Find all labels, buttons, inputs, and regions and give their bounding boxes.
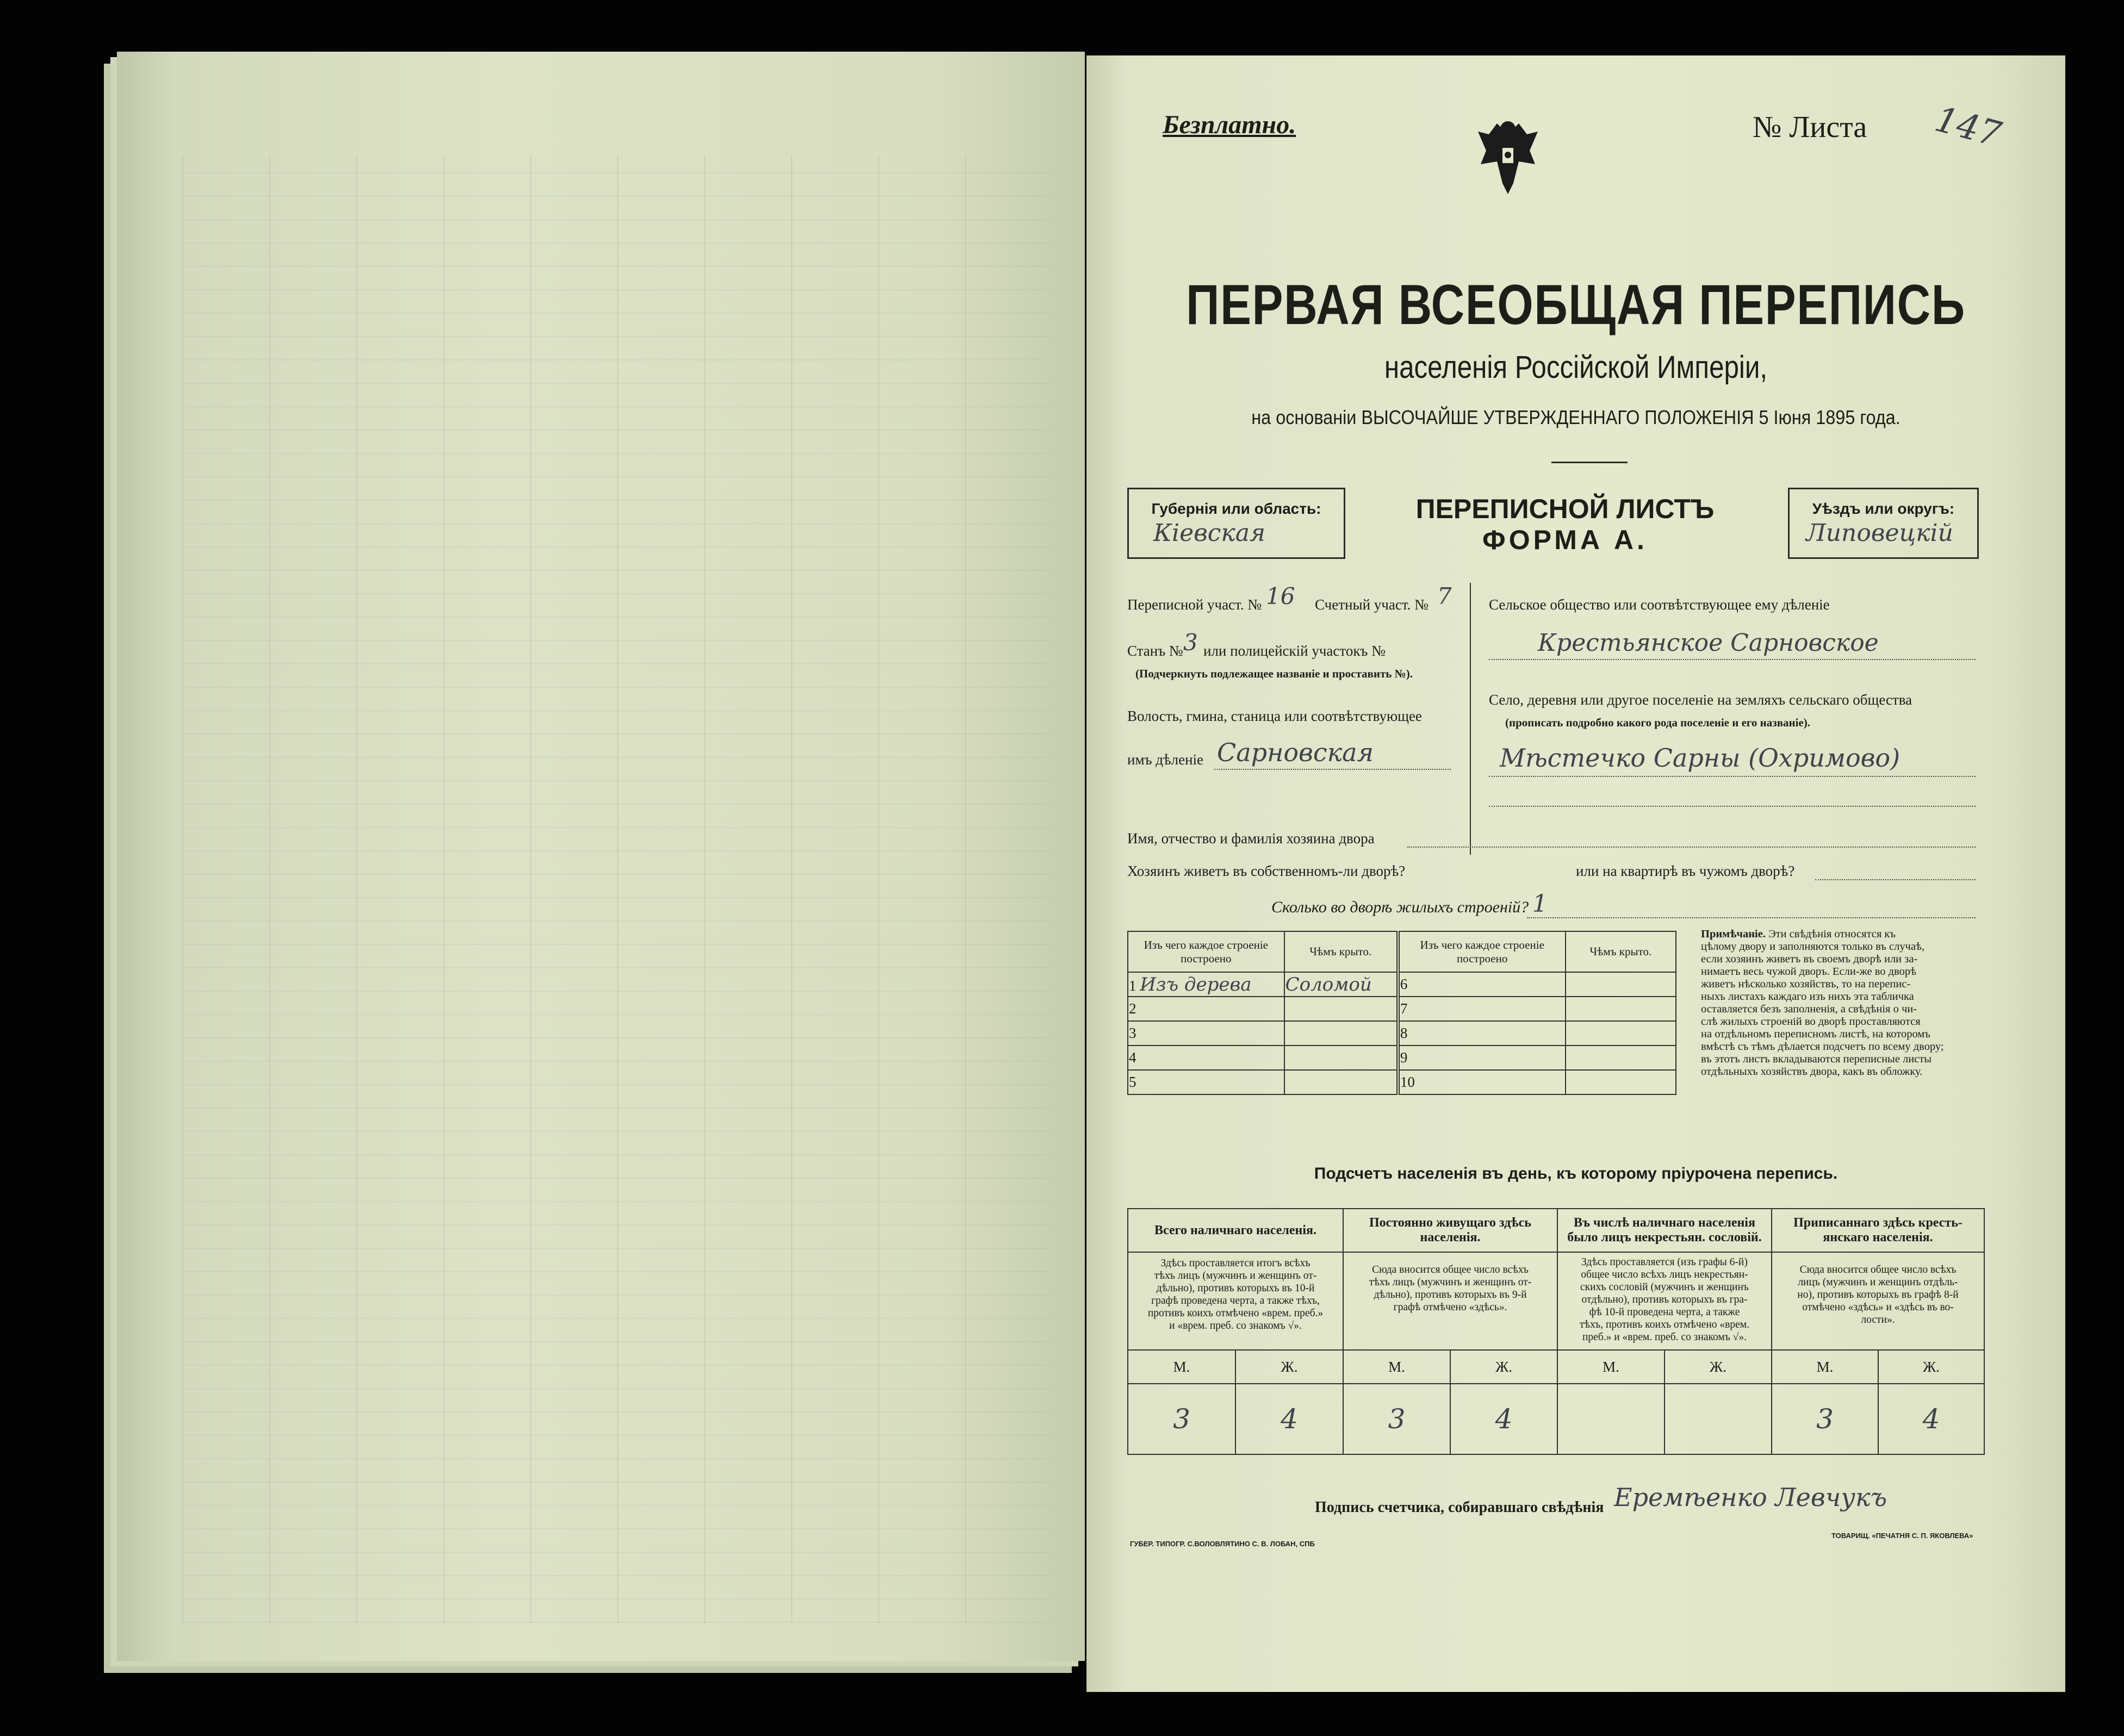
total-male-value: 3 [1128, 1384, 1235, 1454]
col-peasant-title: Приписаннаго здѣсь кресть-янскаго населенія. [1772, 1209, 1984, 1252]
signature-label: Подпись счетчика, собиравшаго свѣдѣнія [1315, 1499, 1604, 1516]
desc-line: Сюда вносится общее число всѣхъ [1372, 1264, 1529, 1275]
total-female-value: 4 [1235, 1384, 1343, 1454]
volost-label-1: Волость, гмина, станица или соотвѣтствующее [1127, 708, 1422, 724]
row-number: 2 [1128, 997, 1284, 1021]
desc-line: тѣхъ, противъ коихъ отмѣчено «врем. [1580, 1319, 1749, 1330]
count-area-label: Счетный участ. № [1315, 596, 1429, 613]
desc-line: лости». [1861, 1314, 1895, 1326]
faint-grid [182, 155, 1052, 1623]
nonpeasant-female-value [1665, 1384, 1772, 1454]
row-number: 6 [1398, 972, 1566, 997]
female-label: Ж. [1878, 1350, 1984, 1384]
note-line: на отдѣльномъ переписномъ листѣ, на которомъ [1701, 1028, 1930, 1040]
census-area-label: Переписной участ. № [1127, 596, 1262, 613]
ornament-divider [1551, 462, 1628, 463]
printer-left: ГУБЕР. ТИПОГР. С.ВОЛОВЛЯТИНО С. В. ЛОБАН, СПБ [1130, 1540, 1315, 1548]
province-value: Кіевская [1153, 519, 1266, 547]
row-number: 9 [1398, 1046, 1566, 1070]
village-underline-2 [1489, 806, 1976, 807]
double-headed-eagle-icon [1473, 113, 1543, 200]
desc-line: но), противъ которыхъ въ графѣ 8-й [1797, 1289, 1959, 1301]
buildings-table [1127, 931, 1676, 1095]
village-note: (прописать подробно какого рода поселеніе и его названіе). [1505, 716, 1811, 729]
buildings-underline [1527, 917, 1976, 918]
row-material: Изъ дерева [1140, 973, 1252, 995]
society-value: Крестьянское Сарновское [1538, 629, 1879, 657]
census-form-page [1086, 55, 2065, 1692]
desc-line: Сюда вносится общее число всѣхъ [1799, 1264, 1957, 1275]
desc-line: отмѣчено «здѣсь» и «здѣсь въ во- [1802, 1302, 1954, 1313]
sheet-number-value: 147 [1930, 99, 2005, 155]
female-label: Ж. [1665, 1350, 1772, 1384]
col-nonpeasant-title: Въ числѣ наличнаго населенія было лицъ некрестьян. сословій. [1557, 1209, 1772, 1252]
table-row [1128, 1021, 1676, 1046]
peasant-female-value: 4 [1878, 1384, 1984, 1454]
owner-name-underline [1407, 847, 1976, 848]
note-line: Эти свѣдѣнія относятся къ [1768, 928, 1896, 940]
table-row [1128, 972, 1676, 997]
buildings-note [1701, 928, 1989, 1078]
own-yard-label: Хозяинъ живетъ въ собственномъ-ли дворѣ? [1127, 863, 1406, 879]
note-line: въ этотъ листъ вкладываются переписные листы [1701, 1053, 1932, 1065]
note-line: отдѣльныхъ хозяйствъ двора, какъ въ обложку. [1701, 1066, 1923, 1078]
note-line: вмѣстѣ съ тѣмъ дѣлается подсчетъ по всему двору; [1701, 1041, 1944, 1053]
note-line: цѣлому двору и заполняются только въ случаѣ, [1701, 941, 1925, 953]
district-label: Уѣздъ или округъ: [1812, 500, 1955, 517]
note-line: живетъ нѣсколько хозяйствъ, то на перепис- [1701, 978, 1911, 990]
row-number: 3 [1128, 1021, 1284, 1046]
village-underline [1489, 776, 1976, 777]
population-table [1127, 1208, 1985, 1455]
village-label: Село, деревня или другое поселеніе на земляхъ сельскаго общества [1489, 692, 1912, 708]
note-line: слѣ жилыхъ строеній во дворѣ проставляются [1701, 1016, 1921, 1028]
volost-value: Сарновская [1217, 738, 1374, 767]
table-row [1128, 997, 1676, 1021]
desc-line: тѣхъ лицъ (мужчинъ и женщинъ от- [1369, 1277, 1532, 1288]
province-label: Губернія или область: [1151, 500, 1321, 517]
desc-line: Здѣсь проставляется (изъ графы 6-й) [1581, 1256, 1748, 1268]
female-label: Ж. [1235, 1350, 1343, 1384]
left-page [117, 52, 1085, 1661]
rent-underline [1815, 879, 1976, 880]
police-label: или полицейскій участокъ № [1203, 643, 1386, 659]
count-area-value: 7 [1437, 583, 1452, 609]
table-row [1128, 1070, 1676, 1094]
free-label: Безплатно. [1163, 110, 1296, 139]
col-nonpeasant-desc [1557, 1252, 1772, 1350]
village-value: Мѣстечко Сарны (Охримово) [1500, 743, 1901, 773]
desc-line: преб.» и «врем. преб. со знакомъ √». [1582, 1331, 1747, 1343]
stan-value: 3 [1183, 629, 1198, 656]
note-line: оставляется безъ заполненія, а свѣдѣнія о чи- [1701, 1003, 1917, 1015]
district-box [1788, 488, 1979, 559]
col-roof-header: Чѣмъ крыто. [1284, 931, 1398, 972]
desc-line: Здѣсь проставляется итогъ всѣхъ [1160, 1258, 1311, 1269]
rent-label: или на квартирѣ въ чужомъ дворѣ? [1576, 863, 1795, 879]
desc-line: лицъ (мужчинъ и женщинъ отдѣль- [1798, 1277, 1958, 1288]
row-number: 7 [1398, 997, 1566, 1021]
row-number: 1 [1129, 977, 1136, 994]
male-label: М. [1772, 1350, 1878, 1384]
row-number: 10 [1398, 1070, 1566, 1094]
desc-line: дѣльно), противъ которыхъ въ 10-й [1156, 1283, 1315, 1294]
table-row [1128, 1046, 1676, 1070]
peasant-male-value: 3 [1772, 1384, 1878, 1454]
permanent-male-value: 3 [1343, 1384, 1450, 1454]
document-subtitle: населенія Россійской Имперіи, [1384, 350, 1768, 385]
row-number: 5 [1128, 1070, 1284, 1094]
population-heading: Подсчетъ населенія въ день, къ которому пріурочена перепись. [1314, 1165, 1838, 1183]
volost-underline [1214, 769, 1451, 770]
desc-line: общее число всѣхъ лицъ некрестьян- [1581, 1269, 1748, 1280]
col-permanent-title: Постоянно живущаго здѣсь населенія. [1343, 1209, 1557, 1252]
stan-note: (Подчеркнуть подлежащее названіе и проставить №). [1135, 667, 1413, 680]
row-number: 4 [1128, 1046, 1284, 1070]
desc-line: отдѣльно), противъ которыхъ въ гра- [1581, 1294, 1748, 1305]
row-number: 8 [1398, 1021, 1566, 1046]
note-title: Примѣчаніе. [1701, 928, 1766, 940]
buildings-label: Сколько во дворѣ жилыхъ строеній? [1271, 898, 1529, 916]
male-label: М. [1343, 1350, 1450, 1384]
permanent-female-value: 4 [1450, 1384, 1557, 1454]
census-area-value: 16 [1266, 583, 1295, 609]
document-title: ПЕРВАЯ ВСЕОБЩАЯ ПЕРЕПИСЬ [1186, 273, 1966, 337]
signature-value: Еремѣенко Левчукъ [1614, 1483, 1887, 1512]
desc-line: графѣ проведена черта, а также тѣхъ, [1151, 1295, 1320, 1306]
stan-label: Станъ № [1127, 643, 1183, 659]
desc-line: скихъ сословій (мужчинъ и женщинъ [1580, 1281, 1749, 1293]
col-total-title: Всего наличнаго населенія. [1128, 1209, 1343, 1252]
nonpeasant-male-value [1557, 1384, 1665, 1454]
vertical-divider [1470, 583, 1471, 855]
desc-line: и «врем. преб. со знакомъ √». [1169, 1320, 1302, 1331]
district-value: Липовецкій [1806, 519, 1953, 547]
society-underline [1489, 659, 1976, 660]
buildings-value: 1 [1532, 890, 1548, 918]
desc-line: графѣ отмѣчено «здѣсь». [1393, 1302, 1507, 1313]
owner-name-label: Имя, отчество и фамилія хозяина двора [1127, 830, 1375, 847]
volost-label-2: имъ дѣленіе [1127, 751, 1204, 768]
col-roof-header-2: Чѣмъ крыто. [1566, 931, 1676, 972]
col-material-header: Изъ чего каждое строеніе построено [1128, 931, 1284, 972]
male-label: М. [1557, 1350, 1665, 1384]
desc-line: противъ коихъ отмѣчено «врем. преб.» [1147, 1308, 1324, 1319]
note-line: если хозяинъ живетъ въ своемъ дворѣ или за- [1701, 953, 1918, 965]
col-total-desc [1128, 1252, 1343, 1350]
desc-line: дѣльно), противъ которыхъ въ 9-й [1374, 1289, 1527, 1301]
desc-line: тѣхъ лицъ (мужчинъ и женщинъ от- [1154, 1270, 1317, 1281]
sheet-title-1: ПЕРЕПИСНОЙ ЛИСТЪ [1415, 494, 1715, 524]
printer-right: ТОВАРИЩ. «ПЕЧАТНЯ С. П. ЯКОВЛЕВА» [1831, 1532, 1973, 1540]
col-permanent-desc [1343, 1252, 1557, 1350]
row-roof: Соломой [1284, 972, 1398, 997]
col-peasant-desc [1772, 1252, 1984, 1350]
society-label: Сельское общество или соотвѣтствующее ему дѣленіе [1489, 596, 1830, 613]
document-basis: на основаніи ВЫСОЧАЙШЕ УТВЕРЖДЕННАГО ПОЛОЖЕНІЯ 5 Іюня 1895 года. [1251, 406, 1901, 428]
sheet-number-label [1753, 110, 1867, 145]
note-line: ныхъ листахъ каждаго изъ нихъ эта табличка [1701, 991, 1914, 1003]
sheet-title-2: ФОРМА А. [1482, 525, 1648, 555]
province-box [1127, 488, 1345, 559]
col-material-header-2: Изъ чего каждое строеніе построено [1398, 931, 1566, 972]
desc-line: фѣ 10-й проведена черта, а также [1589, 1306, 1740, 1318]
note-line: нимаетъ весь чужой дворъ. Если-же во дворѣ [1701, 966, 1917, 978]
female-label: Ж. [1450, 1350, 1557, 1384]
sheet-number-text: № Листа [1753, 110, 1867, 144]
male-label: М. [1128, 1350, 1235, 1384]
